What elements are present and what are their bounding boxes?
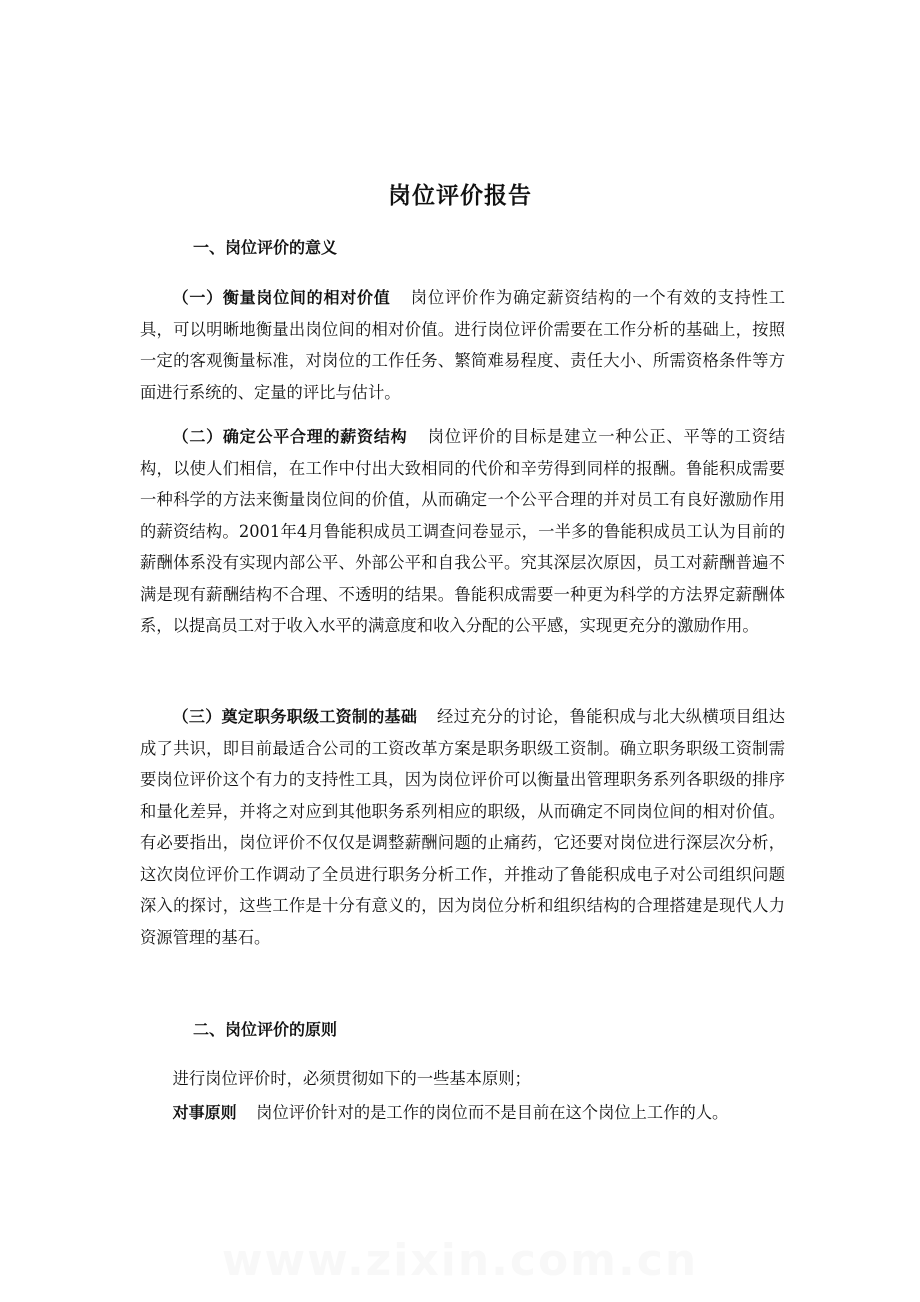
paragraph-body: 岗位评价作为确定薪资结构的一个有效的支持性工具，可以明晰地衡量出岗位间的相对价值。进行岗位评价需要在工作分析的基础上，按照一定的客观衡量标准，对岗位的工作任务、繁简难易程度、责任大小、所需资格条件等方面进行系统的、定量的评比与估计。 [140,288,785,402]
paragraph-fair-salary [140,421,785,642]
paragraph-grade-wage-basis [140,701,785,953]
section-heading-meaning: 一、岗位评价的意义 [193,238,338,257]
paragraph-lead: （三）奠定职务职级工资制的基础 [172,707,418,726]
paragraph-lead: 对事原则 [172,1103,237,1122]
paragraph-body: 岗位评价针对的是工作的岗位而不是目前在这个岗位上工作的人。 [256,1103,729,1122]
paragraph-principles-intro: 进行岗位评价时，必须贯彻如下的一些基本原则； [172,1069,531,1088]
paragraph-lead: （一）衡量岗位间的相对价值 [172,288,391,307]
paragraph-lead: （二）确定公平合理的薪资结构 [172,427,408,446]
paragraph-body: 岗位评价的目标是建立一种公正、平等的工资结构，以使人们相信，在工作中付出大致相同的代价和辛劳得到同样的报酬。鲁能积成需要一种科学的方法来衡量岗位间的价值，从而确定一个公平合理的并对员工有良好激励作用的薪资结构。2001年4月鲁能积成员工调查问卷显示，一半多的鲁能积成员工认为目前的薪酬体系没有实现内部公平、外部公平和自我公平。究其深层次原因，员工对薪酬普遍不满是现有薪酬结构不合理、不透明的结果。鲁能积成需要一种更为科学的方法界定薪酬体系，以提高员工对于收入水平的满意度和收入分配的公平感，实现更充分的激励作用。 [140,427,785,635]
paragraph-relative-value [140,282,785,408]
document-title: 岗位评价报告 [388,183,532,209]
watermark: www.zixin.com.cn [221,1235,699,1286]
section-heading-principles: 二、岗位评价的原则 [193,1020,338,1039]
paragraph-body: 经过充分的讨论，鲁能积成与北大纵横项目组达成了共识，即目前最适合公司的工资改革方案是职务职级工资制。确立职务职级工资制需要岗位评价这个有力的支持性工具，因为岗位评价可以衡量出管理职务系列各职级的排序和量化差异，并将之对应到其他职务系列相应的职级，从而确定不同岗位间的相对价值。有必要指出，岗位评价不仅仅是调整薪酬问题的止痛药，它还要对岗位进行深层次分析，这次岗位评价工作调动了全员进行职务分析工作，并推动了鲁能积成电子对公司组织问题深入的探讨，这些工作是十分有意义的，因为岗位分析和组织结构的合理搭建是现代人力资源管理的基石。 [140,707,785,947]
paragraph-job-principle [140,1097,785,1129]
